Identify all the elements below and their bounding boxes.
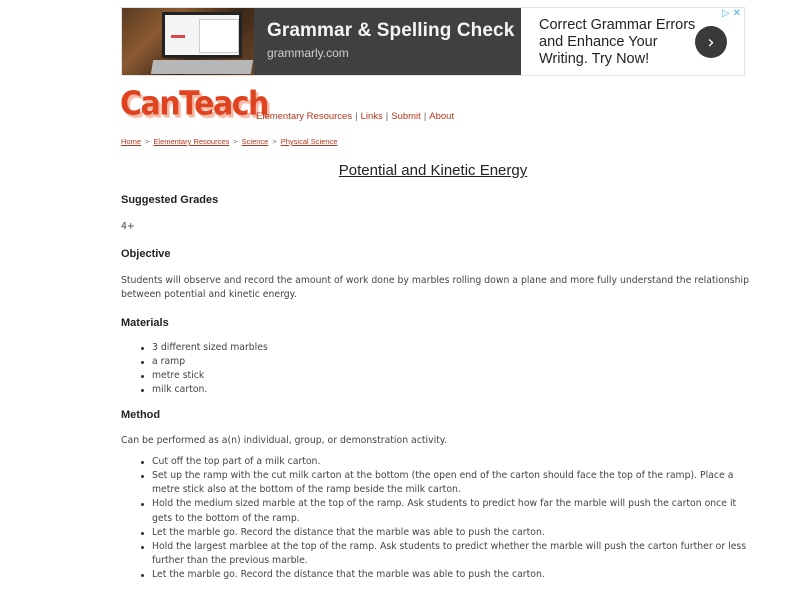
grades-heading: Suggested Grades [121, 194, 219, 206]
materials-list [141, 341, 751, 398]
list-item: Cut off the top part of a milk carton. [141, 455, 751, 469]
breadcrumb-separator: > [233, 137, 238, 146]
nav-about[interactable]: About [429, 111, 455, 122]
list-item: Let the marble go. Record the distance that the marble was able to push the carton. [141, 568, 751, 582]
objective-heading: Objective [121, 247, 171, 260]
list-item: Hold the largest marblee at the top of the ramp. Ask students to predict whether the marble will push the carton further or less further than the previous marble. [141, 540, 751, 568]
ad-banner[interactable] [121, 7, 745, 76]
chevron-right-icon[interactable]: › [695, 26, 727, 58]
ad-copy[interactable]: Correct Grammar Errors and Enhance Your Writing. Try Now! [539, 17, 696, 67]
page-title: Potential and Kinetic Energy [338, 162, 528, 179]
top-nav [256, 111, 454, 122]
nav-submit[interactable]: Submit [391, 111, 421, 122]
laptop-screen [162, 12, 242, 58]
method-intro: Can be performed as a(n) individual, group, or demonstration activity. [121, 435, 447, 447]
ad-copy-panel[interactable] [521, 8, 744, 75]
nav-elementary-resources[interactable]: Elementary Resources [256, 111, 353, 122]
grades-value: 4+ [121, 221, 135, 232]
breadcrumb-science[interactable]: Science [241, 137, 269, 146]
nav-links[interactable]: Links [360, 111, 383, 122]
method-steps [141, 455, 751, 583]
canteach-logo[interactable]: CanTeach [120, 85, 268, 124]
breadcrumb-separator: > [272, 137, 277, 146]
ad-choices[interactable] [722, 8, 741, 19]
laptop-base [151, 60, 253, 74]
list-item: 3 different sized marbles [141, 341, 751, 355]
materials-heading: Materials [121, 316, 169, 329]
nav-separator: | [385, 111, 389, 122]
list-item: a ramp [141, 355, 751, 369]
breadcrumb-elementary-resources[interactable]: Elementary Resources [153, 137, 230, 146]
adchoices-icon[interactable]: ▷ [721, 8, 730, 19]
breadcrumb-physical-science[interactable]: Physical Science [280, 137, 338, 146]
list-item: Set up the ramp with the cut milk carton at the bottom (the open end of the carton should face the top of the ramp). Place a metre stick also at the bottom of the ramp beside the milk carton. [141, 469, 751, 497]
list-item: Let the marble go. Record the distance that the marble was able to push the carton. [141, 526, 751, 540]
breadcrumb [121, 137, 337, 146]
ad-headline[interactable]: Grammar & Spelling Check [267, 20, 515, 41]
nav-separator: | [355, 111, 358, 122]
list-item: metre stick [141, 369, 751, 383]
list-item: Hold the medium sized marble at the top of the ramp. Ask students to predict how far the marble will push the carton once it gets to the bottom of the ramp. [141, 497, 751, 525]
list-item: milk carton. [141, 383, 751, 397]
close-icon[interactable]: ✕ [732, 8, 741, 19]
breadcrumb-separator: > [145, 137, 150, 146]
ad-laptop-image[interactable] [122, 8, 254, 75]
nav-separator: | [423, 111, 427, 122]
breadcrumb-home[interactable]: Home [121, 137, 142, 146]
ad-domain[interactable]: grammarly.com [267, 46, 349, 60]
objective-text: Students will observe and record the amount of work done by marbles rolling down a plane and more fully understand the relationship between potential and kinetic energy. [121, 274, 749, 300]
ad-headline-panel[interactable] [254, 8, 521, 75]
lesson-content [121, 194, 751, 583]
method-heading: Method [121, 409, 161, 422]
